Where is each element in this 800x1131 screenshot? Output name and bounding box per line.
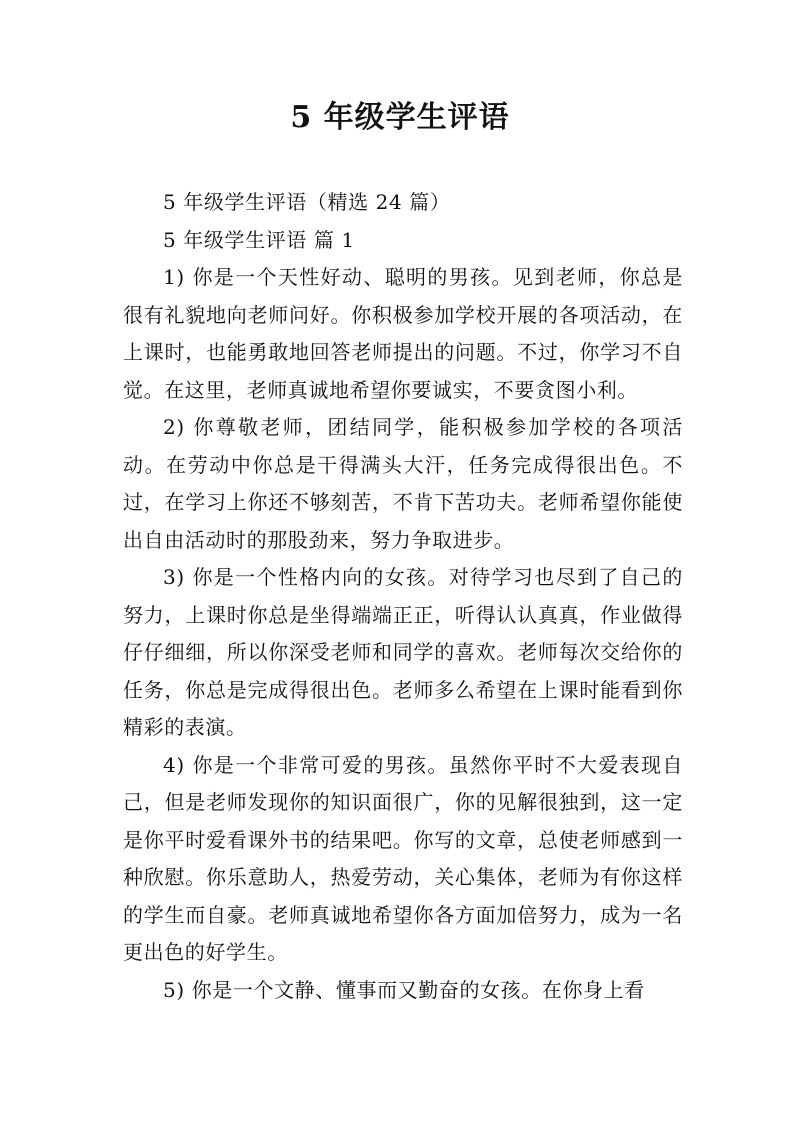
section-heading: 5 年级学生评语 篇 1 [163, 227, 355, 252]
paragraph-3: 3) 你是一个性格内向的女孩。对待学习也尽到了自己的努力，上课时你总是坐得端端正正，听得认认真真，作业做得仔仔细细，所以你深受老师和同学的喜欢。老师每次交给你的任务，你总是完成得很出色。老师多么希望在上课时能看到你精彩的表演。 [123, 565, 683, 739]
document-body [123, 184, 683, 1009]
paragraph-1: 1) 你是一个天性好动、聪明的男孩。见到老师，你总是很有礼貌地向老师问好。你积极参加学校开展的各项活动，在上课时，也能勇敢地回答老师提出的问题。不过，你学习不自觉。在这里，老师真诚地希望你要诚实，不要贪图小利。 [123, 265, 683, 402]
paragraph-5: 5) 你是一个文静、懂事而又勤奋的女孩。在你身上看 [163, 977, 645, 1002]
paragraph-2: 2) 你尊敬老师，团结同学，能积极参加学校的各项活动。在劳动中你总是干得满头大汗，任务完成得很出色。不过，在学习上你还不够刻苦，不肯下苦功夫。老师希望你能使出自由活动时的那股劲来，努力争取进步。 [123, 415, 683, 552]
document-title: 5 年级学生评语 [290, 100, 510, 135]
document-subtitle: 5 年级学生评语（精选 24 篇） [163, 190, 451, 214]
paragraph-4: 4) 你是一个非常可爱的男孩。虽然你平时不大爱表现自己，但是老师发现你的知识面很广，你的见解很独到，这一定是你平时爱看课外书的结果吧。你写的文章，总使老师感到一种欣慰。你乐意助人，热爱劳动，关心集体，老师为有你这样的学生而自豪。老师真诚地希望你各方面加倍努力，成为一名更出色的好学生。 [123, 752, 683, 964]
